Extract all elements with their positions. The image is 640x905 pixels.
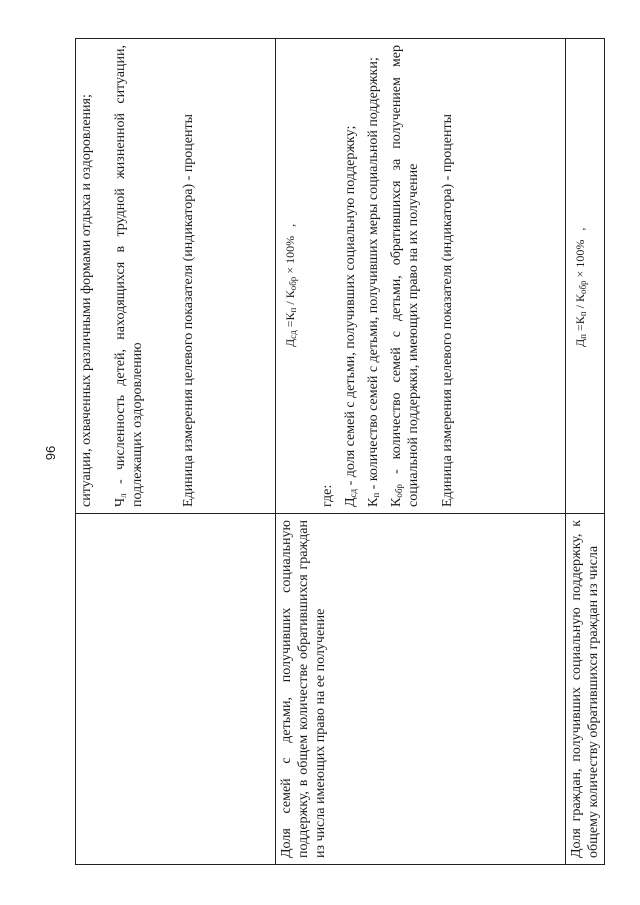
indicator-name-cell [76,514,276,865]
table-row [566,39,605,865]
formula: $Д_{сд} =К_п / К_{обр} \times 100\%$ , [283,223,298,347]
indicator-method-cell [566,39,605,514]
variable-definition: $К_{обр}$ - количество семей с детьми, обратившихся за получением мер социальной поддержки, имеющих право на их получение [389,45,421,507]
variable-definition: $К_п$ - количество семей с детьми, получивших меры социальной поддержки; [366,57,381,507]
indicator-name-cell: Доля граждан, получивших социальную поддержку, к общему количеству обратившихся граждан из числа [566,514,605,865]
variable-definition: $Д_{сд}$ - доля семей с детьми, получивших социальную поддержку; [343,125,358,507]
indicator-table [75,38,605,865]
rotated-page [75,45,601,865]
indicator-name-cell: Доля семей с детьми, получивших социальную поддержку, в общем количестве обратившихся граждан из числа имеющих право на ее получение [276,514,566,865]
where-label: где: [320,484,335,507]
table-row [276,39,566,865]
unit-line: Единица измерения целевого показателя (индикатора) - проценты [440,113,455,507]
formula: $Д_п =К_п / К_{обр} \times 100\%$ , [573,227,588,347]
text-line: ситуации, охваченных различными формами отдыха и оздоровления; [79,94,94,507]
indicator-method-cell [276,39,566,514]
indicator-method-cell [76,39,276,514]
unit-line: Единица измерения целевого показателя (индикатора) - проценты [181,113,196,507]
table-row [76,39,276,865]
variable-definition: $Ч_л$ - численность детей, находящихся в трудной жизненной ситуации, подлежащих оздоровлению [113,45,145,507]
page-number: 96 [43,445,58,461]
